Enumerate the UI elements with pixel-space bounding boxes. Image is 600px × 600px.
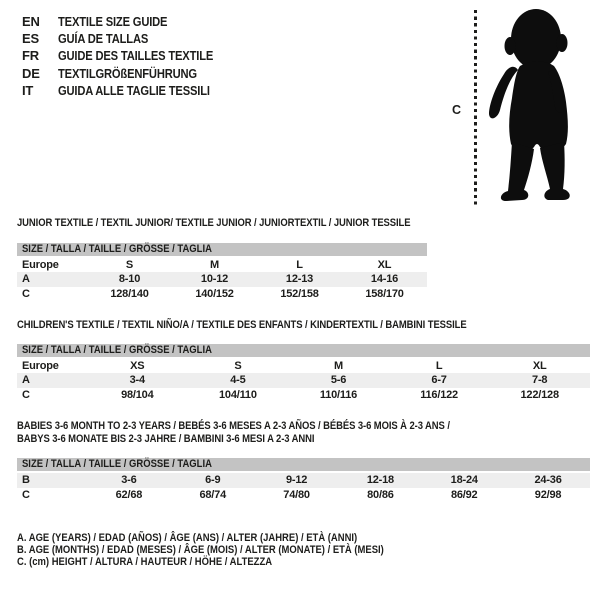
size-cell: 152/158 [280,287,319,300]
footnotes [17,532,444,569]
table-row [17,258,427,273]
size-cell: XS [130,359,145,372]
size-cell: 12-18 [366,474,394,487]
size-cell: 140/152 [195,287,234,300]
size-header-text: SIZE / TALLA / TAILLE / GRÖSSE / TAGLIA [22,343,212,356]
size-cell: 14-16 [370,273,399,286]
size-cell: 74/80 [283,488,310,501]
section-title-text: CHILDREN'S TEXTILE / TEXTIL NIÑO/A / TEXTILE DES ENFANTS / KINDERTEXTIL / BAMBINI TESSILE [17,319,467,331]
size-cell: 116/122 [420,388,458,401]
table-row [17,359,590,374]
row-label: Europe [22,258,59,271]
row-label: A [22,374,30,387]
row-label: A [22,273,30,286]
row-label: Europe [22,359,59,372]
size-cell: 3-6 [121,474,137,487]
language-code: DE [22,65,40,81]
size-cell: S [125,258,134,271]
language-label: GUIDE DES TAILLES TEXTILE [58,48,214,64]
size-cell: S [234,359,242,372]
section-title [17,433,590,446]
size-cell: 4-5 [230,374,246,387]
size-cell: 92/98 [534,488,562,501]
row-label: B [22,474,30,487]
size-section [17,319,590,402]
table-row [17,373,590,388]
language-code: FR [22,48,39,64]
footnote-text: B. AGE (MONTHS) / EDAD (MESES) / ÂGE (MOIS) / ALTER (MONATE) / ETÀ (MESI) [17,544,384,557]
footnote [17,532,444,544]
size-cell: 9-12 [285,474,308,487]
height-marker-label: C [452,103,462,117]
language-label: GUÍA DE TALLAS [58,31,149,47]
size-section [17,420,590,502]
section-title [17,420,590,433]
row-label: C [22,488,30,501]
table-row [17,272,427,287]
language-label: TEXTILGRÖßENFÜHRUNG [58,65,197,81]
size-header-text: SIZE / TALLA / TAILLE / GRÖSSE / TAGLIA [22,458,212,470]
table-row [17,473,590,488]
section-title-text: BABYS 3-6 MONATE BIS 2-3 JAHRE / BAMBINI 3-6 MESI A 2-3 ANNI [17,432,315,445]
size-cell: XL [377,258,392,271]
table-row [17,488,590,503]
size-cell: 3-4 [129,374,145,387]
size-cell: M [334,359,343,372]
footnote-text: A. AGE (YEARS) / EDAD (AÑOS) / ÂGE (ANS) / ALTER (JAHRE) / ETÀ (ANNI) [17,532,358,544]
footnote [17,544,444,556]
height-diagram [0,0,600,215]
language-code: IT [22,82,34,98]
size-cell: XL [532,359,547,372]
size-cell: 62/68 [115,488,143,501]
height-dashed-line [474,10,477,207]
section-title [17,319,590,332]
section-title-text: JUNIOR TEXTILE / TEXTIL JUNIOR/ TEXTILE JUNIOR / JUNIORTEXTIL / JUNIOR TESSILE [17,217,411,229]
size-cell: 6-9 [205,474,221,487]
size-header-bar [17,344,590,357]
language-code: EN [22,14,40,29]
size-table [17,473,590,502]
language-code: ES [22,31,39,47]
size-cell: 5-6 [330,374,347,387]
footnote [17,556,444,568]
row-label: C [22,388,30,401]
size-cell: M [210,258,219,271]
row-label: C [22,287,30,300]
size-cell: 18-24 [450,474,478,487]
size-cell: L [435,359,443,372]
table-row [17,287,427,302]
section-title [17,217,427,230]
table-row [17,388,590,403]
size-section [17,217,427,301]
size-cell: 122/128 [520,388,559,401]
size-cell: 104/110 [219,388,257,401]
size-header-bar [17,243,427,256]
size-cell: 98/104 [121,388,154,401]
size-cell: 24-36 [534,474,562,487]
language-label: TEXTILE SIZE GUIDE [58,14,168,29]
size-table [17,359,590,403]
size-cell: 158/170 [365,287,404,300]
size-cell: 12-13 [285,273,314,286]
size-table [17,258,427,302]
size-cell: 68/74 [199,488,226,501]
size-cell: 86/92 [450,488,478,501]
size-header-bar [17,458,590,471]
size-cell: 80/86 [367,488,394,501]
size-cell: 6-7 [431,374,447,387]
footnote-text: C. (cm) HEIGHT / ALTURA / HAUTEUR / HÖHE / ALTEZZA [17,556,273,569]
language-label: GUIDA ALLE TAGLIE TESSILI [58,82,210,98]
size-cell: 110/116 [319,388,358,401]
size-cell: 7-8 [532,374,548,387]
size-cell: 8-10 [118,273,141,286]
size-header-text: SIZE / TALLA / TAILLE / GRÖSSE / TAGLIA [22,242,212,255]
section-title-text: BABIES 3-6 MONTH TO 2-3 YEARS / BEBÉS 3-6 MESES A 2-3 AÑOS / BÉBÉS 3-6 MOIS À 2-3 ANS / [17,420,450,432]
size-cell: 128/140 [110,287,149,300]
size-cell: 10-12 [200,273,229,286]
toddler-silhouette-icon [486,6,592,210]
size-cell: L [296,258,303,271]
